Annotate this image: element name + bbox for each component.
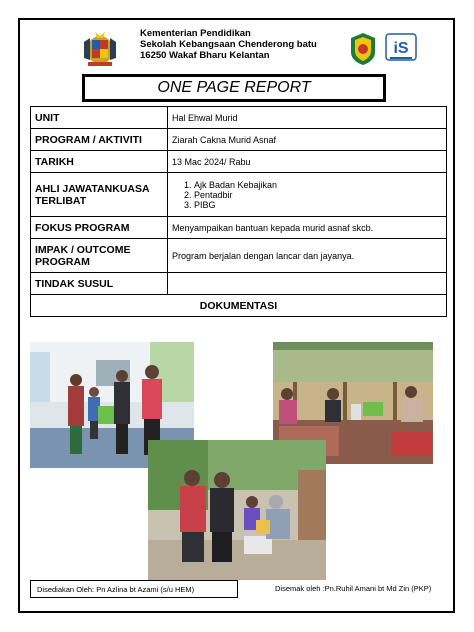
date-label: TARIKH — [31, 151, 168, 173]
committee-member: 2. Pentadbir — [194, 190, 442, 200]
impact-value: Program berjalan dengan lancar dan jayanya. — [168, 239, 447, 273]
report-table — [30, 106, 447, 317]
unit-label: UNIT — [31, 107, 168, 129]
date-value: 13 Mac 2024/ Rabu — [168, 151, 447, 173]
malaysia-crest-icon — [78, 28, 122, 68]
followup-value — [168, 273, 447, 295]
row-program — [31, 129, 447, 151]
documentation-heading: DOKUMENTASI — [31, 295, 447, 317]
focus-value: Menyampaikan bantuan kepada murid asnaf skcb. — [168, 217, 447, 239]
row-impact — [31, 239, 447, 273]
letterhead-text — [140, 28, 317, 61]
school-name: Sekolah Kebangsaan Chenderong batu — [140, 39, 317, 50]
documentation-photo-3 — [148, 440, 326, 580]
committee-label: AHLI JAWATANKUASA TERLIBAT — [31, 173, 168, 217]
unit-value: Hal Ehwal Murid — [168, 107, 447, 129]
program-label: PROGRAM / AKTIVITI — [31, 129, 168, 151]
report-title: ONE PAGE REPORT — [82, 74, 386, 102]
committee-value — [168, 173, 447, 217]
checked-by-text: Disemak oleh :Pn.Ruhil Amani bt Md Zin (PKP) — [275, 584, 432, 593]
focus-label: FOKUS PROGRAM — [31, 217, 168, 239]
school-logo-icon — [350, 32, 376, 66]
school-address: 16250 Wakaf Bharu Kelantan — [140, 50, 270, 61]
row-followup — [31, 273, 447, 295]
committee-list — [172, 180, 442, 210]
brand-logo-text: iS — [393, 40, 409, 57]
letterhead — [30, 24, 446, 72]
row-committee — [31, 173, 447, 217]
row-date — [31, 151, 447, 173]
followup-label: TINDAK SUSUL — [31, 273, 168, 295]
prepared-by-box: Disediakan Oleh: Pn Azlina bt Azami (s/u HEM) — [30, 580, 238, 598]
program-value: Ziarah Cakna Murid Asnaf — [168, 129, 447, 151]
row-unit — [31, 107, 447, 129]
row-focus — [31, 217, 447, 239]
brand-logo-icon — [384, 32, 418, 64]
row-documentation — [31, 295, 447, 317]
committee-member: 3. PIBG — [194, 200, 442, 210]
committee-member: 1. Ajk Badan Kebajikan — [194, 180, 442, 190]
ministry-name: Kementerian Pendidikan — [140, 28, 251, 39]
impact-label: IMPAK / OUTCOME PROGRAM — [31, 239, 168, 273]
